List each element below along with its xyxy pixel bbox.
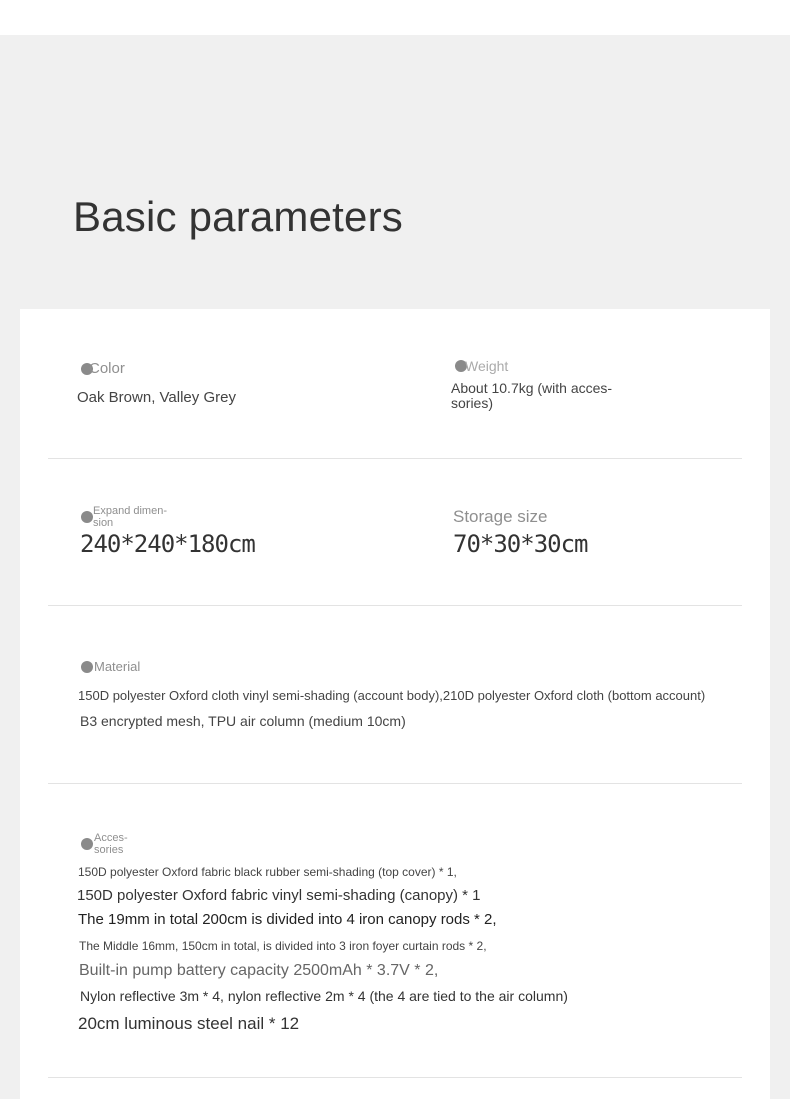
material-line: 150D polyester Oxford cloth vinyl semi-shading (account body),210D polyester Oxford cloth (bottom account) (78, 688, 706, 703)
storage-label: Storage size (453, 507, 548, 526)
accessory-line: 20cm luminous steel nail * 12 (78, 1014, 300, 1033)
expand-value: 240*240*180cm (80, 530, 255, 558)
page-title: Basic parameters (73, 193, 403, 240)
row-divider (48, 605, 742, 606)
bullet-dot-icon (81, 511, 93, 523)
accessory-line: Built-in pump battery capacity 2500mAh * 3.7V * 2, (79, 962, 439, 979)
accessory-line: The Middle 16mm, 150cm in total, is divided into 3 iron foyer curtain rods * 2, (79, 939, 487, 953)
storage-value: 70*30*30cm (453, 530, 588, 558)
top-bar (0, 0, 790, 35)
parameters-card (20, 309, 770, 1099)
weight-value: About 10.7kg (with acces-sories) (451, 380, 613, 411)
bullet-dot-icon (81, 838, 93, 850)
expand-label: Expand dimen-sion (93, 505, 167, 529)
accessory-line: 150D polyester Oxford fabric black rubber semi-shading (top cover) * 1, (78, 865, 457, 879)
material-label: Material (94, 659, 141, 674)
row-divider (48, 1077, 742, 1078)
accessory-line: The 19mm in total 200cm is divided into 4 iron canopy rods * 2, (78, 911, 497, 928)
weight-label: Weight (465, 358, 509, 374)
row-divider (48, 783, 742, 784)
color-value: Oak Brown, Valley Grey (77, 389, 236, 406)
accessory-line: Nylon reflective 3m * 4, nylon reflective 2m * 4 (the 4 are tied to the air column) (80, 988, 568, 1004)
accessories-label: Acces-sories (94, 832, 128, 856)
color-label: Color (89, 360, 125, 377)
accessory-line: 150D polyester Oxford fabric vinyl semi-shading (canopy) * 1 (77, 887, 481, 904)
row-divider (48, 458, 742, 459)
bullet-dot-icon (81, 661, 93, 673)
material-line: B3 encrypted mesh, TPU air column (medium 10cm) (80, 713, 406, 729)
